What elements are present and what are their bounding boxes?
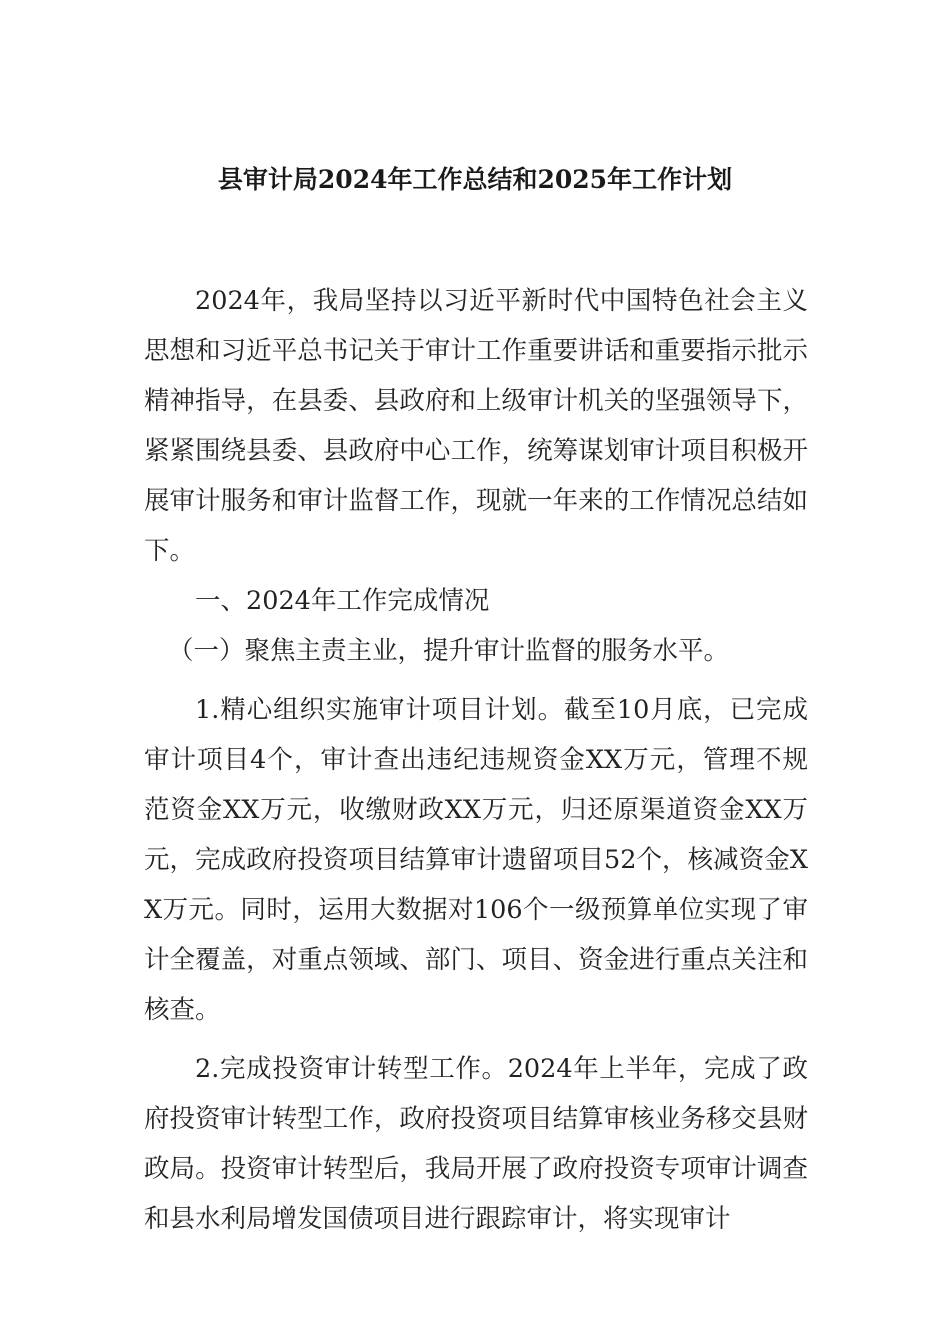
item-paragraph-2: 2.完成投资审计转型工作。2024年上半年，完成了政府投资审计转型工作，政府投资项目结算审核业务移交县财政局。投资审计转型后，我局开展了政府投资专项审计调查和县水利局增发国债项目进行跟踪审计，将实现审计: [144, 1054, 808, 1234]
section-heading: 一、2024年工作完成情况: [195, 586, 490, 616]
intro-paragraph: 2024年，我局坚持以习近平新时代中国特色社会主义思想和习近平总书记关于审计工作重要讲话和重要指示批示精神指导，在县委、县政府和上级审计机关的坚强领导下，紧紧围绕县委、县政府中心工作，统筹谋划审计项目积极开展审计服务和审计监督工作，现就一年来的工作情况总结如下。: [144, 286, 808, 566]
item-paragraph-1: 1.精心组织实施审计项目计划。截至10月底，已完成审计项目4个，审计查出违纪违规资金XX万元，管理不规范资金XX万元，收缴财政XX万元，归还原渠道资金XX万元，完成政府投资项目结算审计遗留项目52个，核减资金XX万元。同时，运用大数据对106个一级预算单位实现了审计全覆盖，对重点领域、部门、项目、资金进行重点关注和核查。: [144, 695, 808, 1025]
subsection-heading: （一）聚焦主责主业，提升审计监督的服务水平。: [168, 636, 730, 666]
document-body: [144, 276, 808, 1244]
document-title: 县审计局2024年工作总结和2025年工作计划: [217, 165, 733, 194]
